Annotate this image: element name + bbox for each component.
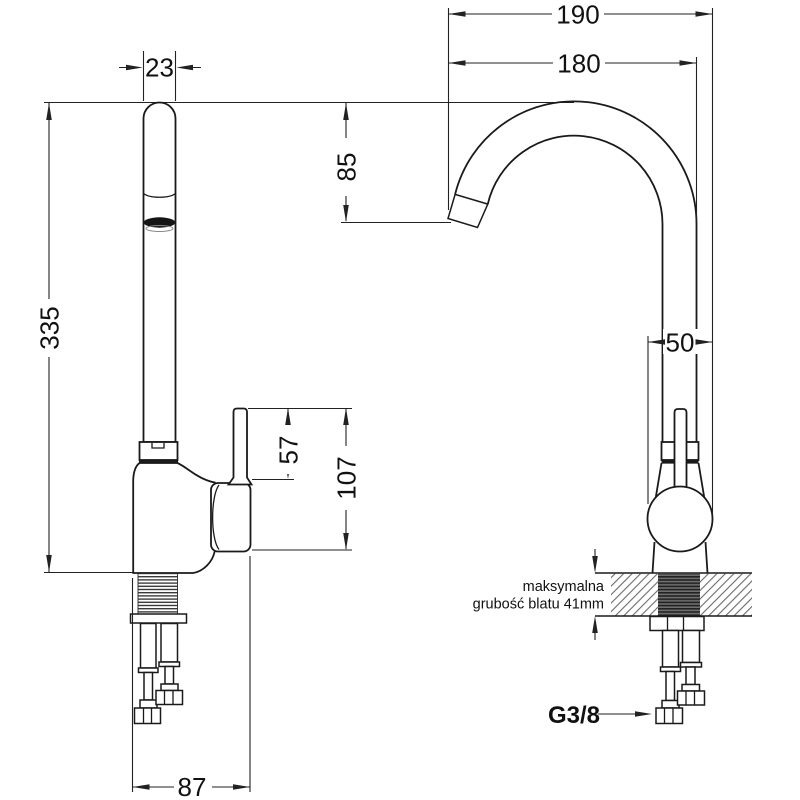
supply-hoses [656,631,705,724]
dim-label-50: 50 [665,327,695,358]
note-line-2: grubość blatu 41mm [472,596,604,613]
note-line-1: maksymalna [522,579,604,595]
shank-through-counter [658,574,700,616]
hose-nut-g38 [656,708,683,724]
mounting-flange [131,614,187,623]
dim-spout-drop [332,103,452,223]
dim-label-335: 335 [34,306,65,350]
dim-label-85: 85 [331,152,362,182]
spout-tube [144,103,176,443]
dim-label-23: 23 [145,52,174,83]
handle-lever [229,409,252,485]
handle-lever [675,409,687,492]
dim-label-87: 87 [177,772,207,800]
valve-drum [211,483,251,552]
gooseneck-outer [455,101,696,442]
side-view-faucet [131,103,252,724]
dim-label-180: 180 [557,48,601,79]
valve-body [648,487,713,552]
thread-size-label [548,702,652,729]
spout-outlet [448,194,488,227]
counter-thickness-note [473,549,605,640]
dim-label-57: 57 [273,435,304,465]
front-view-faucet [448,101,752,723]
collar [140,442,178,460]
supply-hoses [135,624,183,724]
threaded-shank [138,574,178,615]
hose-nut [678,691,705,705]
faucet-body [133,463,215,573]
gooseneck-inner [488,136,663,442]
mounting-nut [650,617,704,631]
dim-label-107: 107 [331,456,362,500]
dim-total-height [35,103,134,573]
hose-nut [156,691,183,705]
dim-label-190: 190 [556,0,600,30]
dim-spout-width [119,51,201,101]
countertop [595,573,752,616]
hose-nut [135,708,161,724]
thread-size-text: G3/8 [548,702,601,729]
